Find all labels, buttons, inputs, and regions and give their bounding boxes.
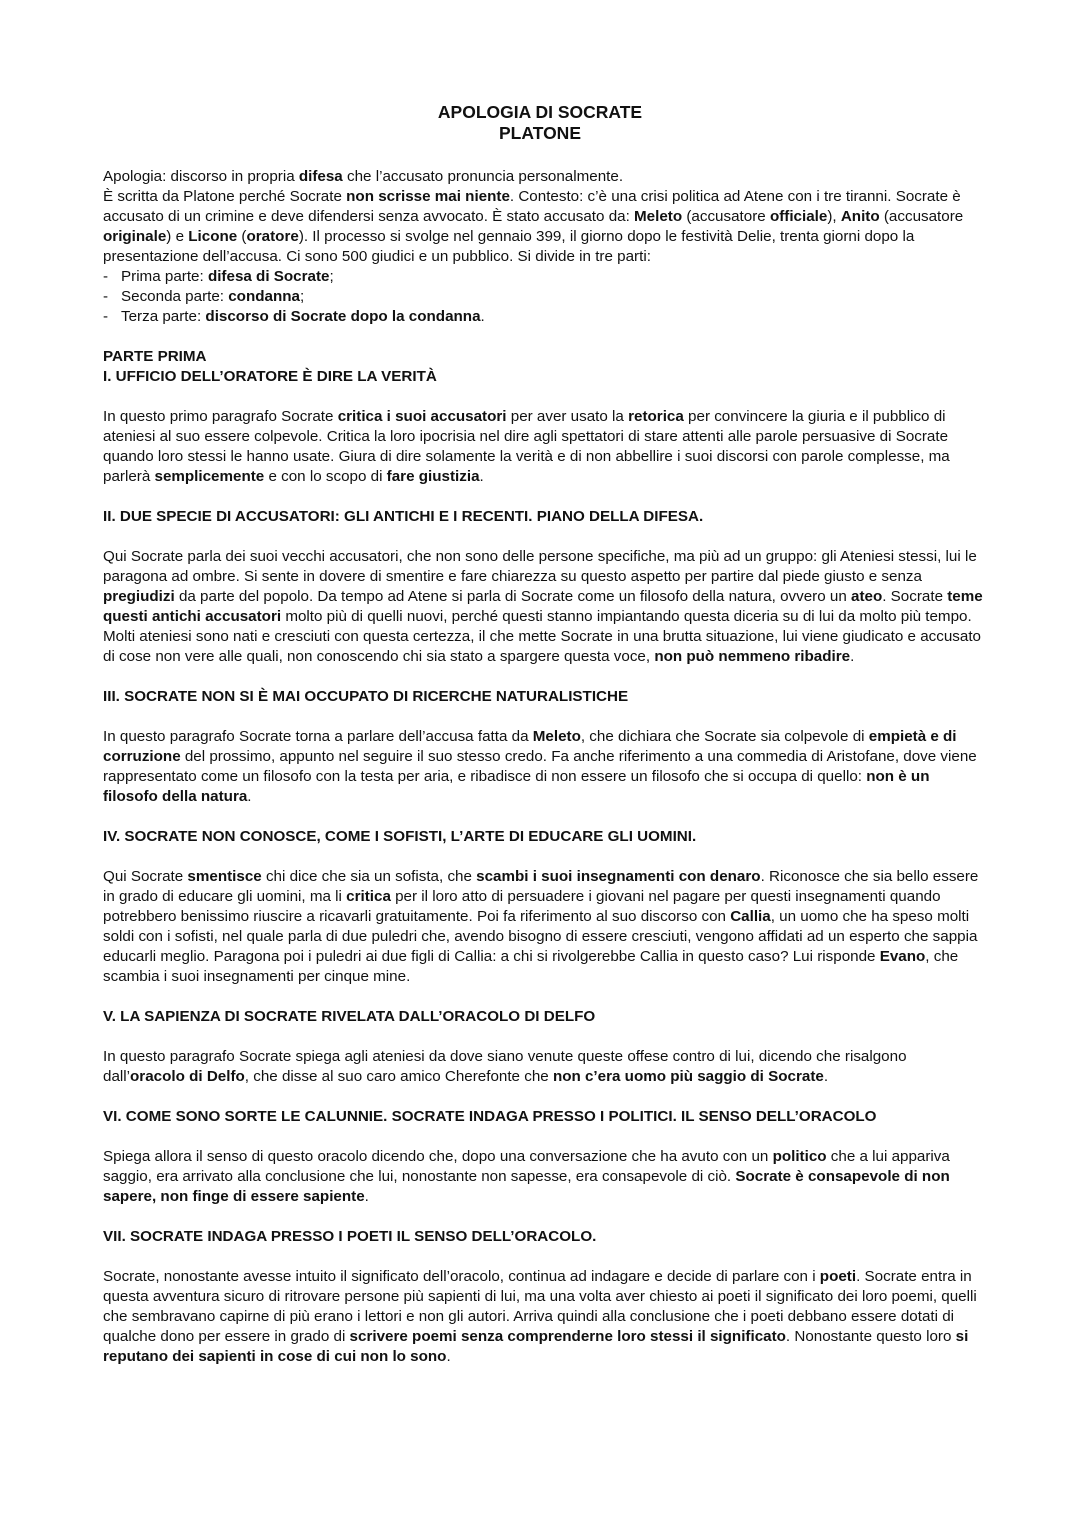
section-paragraph: In questo primo paragrafo Socrate critica i suoi accusatori per aver usato la retorica per convincere la giuria e il pubblico di ateniesi al suo essere colpevole. Critica la loro ipocrisia nel dire agli spettatori di stare attenti alle parole persuasive di Socrate quando loro stessi le hanno usate. Giura di dire solamente la verità e di non abbellire i suoi discorsi con parole complesse, ma parlerà semplicemente e con lo scopo di fare giustizia. xyxy=(103,408,950,485)
section-paragraph: In questo paragrafo Socrate spiega agli ateniesi da dove siano venute queste offese contro di lui, dicendo che risalgono dall’oracolo di Delfo, che disse al suo caro amico Cherefonte che non c’era uomo più saggio di Socrate. xyxy=(103,1048,907,1085)
intro-paragraph-1: Apologia: discorso in propria difesa che l’accusato pronuncia personalmente. xyxy=(103,168,624,185)
list-item-text: Seconda parte: condanna; xyxy=(121,288,305,305)
bullet-dash: - xyxy=(103,268,109,285)
bold-text: teme questi antichi accusatori xyxy=(103,588,983,625)
bold-text: critica xyxy=(346,888,391,905)
section-paragraph: Qui Socrate parla dei suoi vecchi accusatori, che non sono delle persone specifiche, ma più ad un gruppo: gli Ateniesi stessi, lui le paragona ad ombre. Si sente in dovere di smentire e fare chiarezza su questo aspetto per partire dal piede giusto e senza pregiudizi da parte del popolo. Da tempo ad Atene si parla di Socrate come un filosofo della natura, ovvero un ateo. Socrate teme questi antichi accusatori molto più di quelli nuovi, perché questi stanno impiantando questa diceria su di lui da molto più tempo. Molti ateniesi sono nati e cresciuti con questa certezza, il che mette Socrate in una brutta situazione, lui viene giudicato e accusato di cose non vere alle quali, non conoscendo chi sia stato a spargere questa voce, non può nemmeno ribadire. xyxy=(103,548,983,665)
bold-text: Socrate è consapevole di non sapere, non finge di essere sapiente xyxy=(103,1168,950,1205)
list-item xyxy=(103,267,983,287)
section-heading: III. SOCRATE NON SI È MAI OCCUPATO DI RICERCHE NATURALISTICHE xyxy=(103,688,629,705)
bold-text: officiale xyxy=(769,208,828,225)
bold-text: poeti xyxy=(819,1268,857,1285)
bold-text: Callia xyxy=(730,908,771,925)
bold-text: Meleto xyxy=(532,728,581,745)
title-line-1: APOLOGIA DI SOCRATE xyxy=(437,102,643,122)
bold-text: Evano xyxy=(879,948,926,965)
section-heading: I. UFFICIO DELL’ORATORE È DIRE LA VERITÀ xyxy=(103,368,437,385)
document-body xyxy=(103,167,983,1367)
list-item xyxy=(103,307,983,327)
intro-paragraph-2: È scritta da Platone perché Socrate non scrisse mai niente. Contesto: c’è una crisi politica ad Atene con i tre tiranni. Socrate è accusato di un crimine e deve difendersi senza avvocato. È stato accusato da: Meleto (accusatore officiale), Anito (accusatore originale) e Licone (oratore). Il processo si svolge nel gennaio 399, il giorno dopo le festività Delie, trenta giorni dopo la presentazione dell’accusa. Ci sono 500 giudici e un pubblico. Si divide in tre parti: xyxy=(103,188,964,265)
bullet-dash: - xyxy=(103,308,109,325)
bold-text: oratore xyxy=(246,228,299,245)
section-paragraph: In questo paragrafo Socrate torna a parlare dell’accusa fatta da Meleto, che dichiara che Socrate sia colpevole di empietà e di corruzione del prossimo, appunto nel seguire il suo stesso credo. Fa anche riferimento a una commedia di Aristofane, dove viene rappresentato come un filosofo con la testa per aria, e ribadisce di non essere un filosofo che si occupa di quello: non è un filosofo della natura. xyxy=(103,728,977,805)
bold-text: oracolo di Delfo xyxy=(130,1068,245,1085)
bold-text: Anito xyxy=(840,208,880,225)
part-heading: PARTE PRIMA xyxy=(103,348,207,365)
bold-text: scrivere poemi senza comprenderne loro stessi il significato xyxy=(349,1328,786,1345)
bold-text: politico xyxy=(772,1148,827,1165)
list-item xyxy=(103,287,983,307)
list-item-text: Terza parte: discorso di Socrate dopo la condanna. xyxy=(121,308,485,325)
bold-text: smentisce xyxy=(187,868,262,885)
section-paragraph: Qui Socrate smentisce chi dice che sia un sofista, che scambi i suoi insegnamenti con denaro. Riconosce che sia bello essere in grado di educare gli uomini, ma li critica per il loro atto di persuadere i giovani nel pagare per questi insegnamenti quando potrebbero benissimo riuscire a ricavarli gratuitamente. Poi fa riferimento al suo discorso con Callia, un uomo che ha speso molti soldi con i sofisti, nel quale parla di due puledri che, avendo bisogno di essere cresciuti, vengono affidati ad un esperto che sappia educarli meglio. Paragona poi i puledri ai due figli di Callia: a chi si rivolgerebbe Callia in questo caso? Lui risponde Evano, che scambia i suoi insegnamenti per cinque mine. xyxy=(103,868,979,985)
bold-text: Licone xyxy=(188,228,238,245)
section-heading: VI. COME SONO SORTE LE CALUNNIE. SOCRATE INDAGA PRESSO I POLITICI. IL SENSO DELL’ORACOLO xyxy=(103,1108,877,1125)
bold-text: non può nemmeno ribadire xyxy=(654,648,851,665)
section-paragraph: Spiega allora il senso di questo oracolo dicendo che, dopo una conversazione che ha avuto con un politico che a lui appariva saggio, era arrivato alla conclusione che lui, nonostante non sapesse, era consapevole di ciò. Socrate è consapevole di non sapere, non finge di essere sapiente. xyxy=(103,1148,950,1205)
bold-text: Meleto xyxy=(634,208,683,225)
bullet-dash: - xyxy=(103,288,109,305)
parts-list xyxy=(103,267,983,327)
bold-text: non è un filosofo della natura xyxy=(103,768,930,805)
list-item-text: Prima parte: difesa di Socrate; xyxy=(121,268,334,285)
bold-text: non scrisse mai niente xyxy=(346,188,510,205)
bold-text: fare giustizia xyxy=(386,468,480,485)
section-heading: IV. SOCRATE NON CONOSCE, COME I SOFISTI, L’ARTE DI EDUCARE GLI UOMINI. xyxy=(103,828,697,845)
bold-text: originale xyxy=(103,228,167,245)
bold-text: pregiudizi xyxy=(103,588,175,605)
section-heading: II. DUE SPECIE DI ACCUSATORI: GLI ANTICHI E I RECENTI. PIANO DELLA DIFESA. xyxy=(103,508,704,525)
document-title xyxy=(0,102,1080,144)
bold-text: difesa xyxy=(298,168,343,185)
bold-text: non c’era uomo più saggio di Socrate xyxy=(552,1068,824,1085)
bold-text: si reputano dei sapienti in cose di cui non lo sono xyxy=(103,1328,969,1365)
bold-text: condanna xyxy=(228,288,300,305)
bold-text: discorso di Socrate dopo la condanna xyxy=(205,308,481,325)
section-paragraph: Socrate, nonostante avesse intuito il significato dell’oracolo, continua ad indagare e decide di parlare con i poeti. Socrate entra in questa avventura sicuro di ritrovare persone più sapienti di lui, ma una volta aver chiesto ai poeti il significato dei loro poemi, quelli che sembravano capirne di più erano i lettori e non gli autori. Arriva quindi alla conclusione che i poeti debbano essere dotati di qualche dono per essere in grado di scrivere poemi senza comprenderne loro stessi il significato. Nonostante questo loro si reputano dei sapienti in cose di cui non lo sono. xyxy=(103,1268,977,1365)
bold-text: scambi i suoi insegnamenti con denaro xyxy=(476,868,761,885)
bold-text: ateo xyxy=(851,588,883,605)
bold-text: difesa di Socrate xyxy=(207,268,330,285)
section-heading: VII. SOCRATE INDAGA PRESSO I POETI IL SENSO DELL’ORACOLO. xyxy=(103,1228,597,1245)
bold-text: empietà e di corruzione xyxy=(103,728,957,765)
bold-text: semplicemente xyxy=(154,468,265,485)
section-heading: V. LA SAPIENZA DI SOCRATE RIVELATA DALL’ORACOLO DI DELFO xyxy=(103,1008,596,1025)
bold-text: critica i suoi accusatori xyxy=(337,408,507,425)
bold-text: retorica xyxy=(628,408,684,425)
title-line-2: PLATONE xyxy=(499,123,581,143)
